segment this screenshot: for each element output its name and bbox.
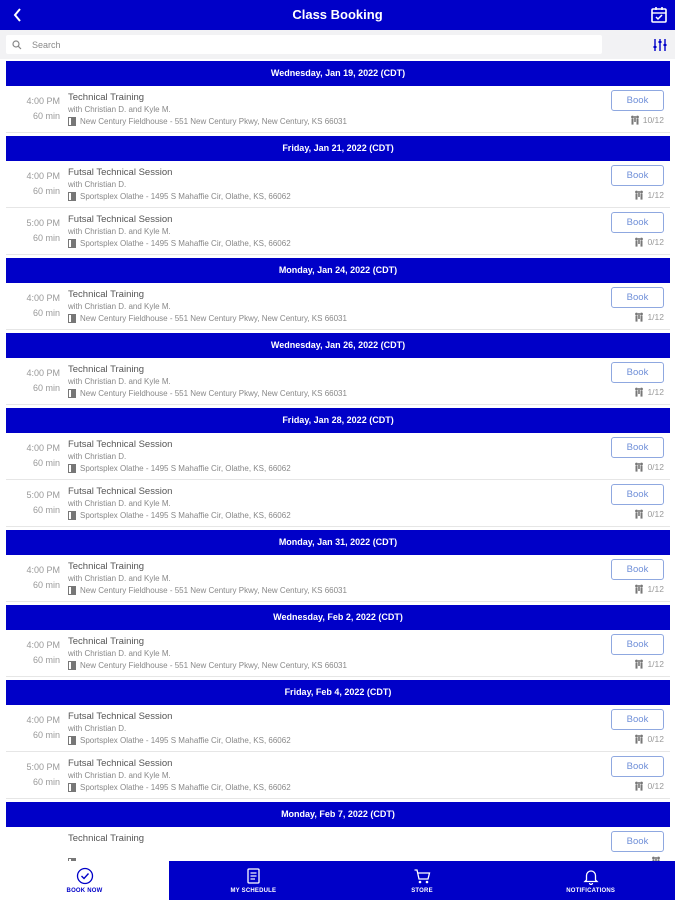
- capacity-text: 1/12: [647, 190, 664, 200]
- instructor-name: with Christian D. and Kyle M.: [68, 499, 171, 508]
- session-location: [68, 586, 347, 595]
- tab-my-schedule[interactable]: [169, 861, 338, 900]
- day-group: [6, 802, 670, 861]
- session-location: [68, 314, 347, 323]
- session-time: 5:00 PM: [26, 762, 60, 772]
- day-header: Friday, Feb 4, 2022 (CDT): [6, 680, 670, 705]
- class-name: Futsal Technical Session: [68, 167, 173, 178]
- class-name: Technical Training: [68, 92, 145, 103]
- capacity-text: 1/12: [647, 312, 664, 322]
- instructor-name: with Christian D. and Kyle M.: [68, 377, 171, 386]
- calendar-check-icon: [649, 5, 669, 25]
- session-time: 5:00 PM: [26, 218, 60, 228]
- search-bar: [0, 30, 675, 59]
- schedule-list-icon: [244, 867, 262, 885]
- location-text: New Century Fieldhouse - 551 New Century Pkwy, New Century, KS 66031: [80, 586, 347, 595]
- session-duration: 60 min: [32, 458, 60, 468]
- session-duration: 60 min: [32, 111, 60, 121]
- class-session-row[interactable]: [6, 283, 670, 330]
- book-button[interactable]: Book: [611, 559, 664, 580]
- session-location: [68, 511, 291, 520]
- book-button[interactable]: Book: [611, 709, 664, 730]
- attendees-icon: [634, 190, 644, 200]
- class-name: Technical Training: [68, 833, 145, 844]
- session-duration: 60 min: [32, 655, 60, 665]
- session-duration: 60 min: [32, 186, 60, 196]
- class-session-row[interactable]: [6, 827, 670, 861]
- day-header: Monday, Feb 7, 2022 (CDT): [6, 802, 670, 827]
- attendees-icon: [634, 509, 644, 519]
- capacity-indicator: [634, 462, 664, 472]
- capacity-text: 1/12: [647, 659, 664, 669]
- day-group: [6, 61, 670, 133]
- session-location: [68, 464, 291, 473]
- session-duration: 60 min: [32, 505, 60, 515]
- book-button[interactable]: Book: [611, 634, 664, 655]
- session-location: [68, 239, 291, 248]
- class-session-row[interactable]: [6, 480, 670, 527]
- session-time: 4:00 PM: [26, 565, 60, 575]
- session-duration: 60 min: [32, 580, 60, 590]
- door-icon: [68, 511, 76, 520]
- instructor-name: with Christian D. and Kyle M.: [68, 302, 171, 311]
- door-icon: [68, 314, 76, 323]
- session-location: [68, 783, 291, 792]
- book-button[interactable]: Book: [611, 212, 664, 233]
- session-location: [68, 192, 291, 201]
- door-icon: [68, 661, 76, 670]
- class-name: Futsal Technical Session: [68, 439, 173, 450]
- session-location: [68, 661, 347, 670]
- door-icon: [68, 464, 76, 473]
- capacity-text: 0/12: [647, 734, 664, 744]
- location-text: New Century Fieldhouse - 551 New Century Pkwy, New Century, KS 66031: [80, 661, 347, 670]
- capacity-text: 0/12: [647, 781, 664, 791]
- capacity-text: 0/12: [647, 462, 664, 472]
- class-session-row[interactable]: [6, 161, 670, 208]
- location-text: Sportsplex Olathe - 1495 S Mahaffie Cir, Olathe, KS, 66062: [80, 239, 291, 248]
- day-group: [6, 333, 670, 405]
- attendees-icon: [634, 387, 644, 397]
- day-group: [6, 136, 670, 255]
- location-text: Sportsplex Olathe - 1495 S Mahaffie Cir, Olathe, KS, 66062: [80, 464, 291, 473]
- capacity-text: 0/12: [647, 509, 664, 519]
- door-icon: [68, 783, 76, 792]
- day-group: [6, 408, 670, 527]
- tab-label: STORE: [411, 888, 433, 894]
- tab-label: NOTIFICATIONS: [566, 888, 616, 894]
- door-icon: [68, 239, 76, 248]
- class-name: Technical Training: [68, 364, 145, 375]
- class-name: Technical Training: [68, 636, 145, 647]
- attendees-icon: [634, 659, 644, 669]
- class-name: Futsal Technical Session: [68, 711, 173, 722]
- capacity-indicator: [634, 734, 664, 744]
- calendar-button[interactable]: [649, 5, 669, 25]
- class-session-row[interactable]: [6, 208, 670, 255]
- class-name: Futsal Technical Session: [68, 214, 173, 225]
- day-header: Monday, Jan 24, 2022 (CDT): [6, 258, 670, 283]
- class-session-row[interactable]: [6, 752, 670, 799]
- instructor-name: with Christian D. and Kyle M.: [68, 649, 171, 658]
- session-time: 4:00 PM: [26, 293, 60, 303]
- capacity-indicator: [634, 584, 664, 594]
- door-icon: [68, 389, 76, 398]
- capacity-indicator: [634, 387, 664, 397]
- day-group: [6, 605, 670, 677]
- day-header: Friday, Jan 21, 2022 (CDT): [6, 136, 670, 161]
- book-button[interactable]: Book: [611, 165, 664, 186]
- instructor-name: with Christian D. and Kyle M.: [68, 574, 171, 583]
- book-button[interactable]: Book: [611, 756, 664, 777]
- tab-label: BOOK NOW: [66, 888, 103, 894]
- capacity-indicator: [634, 509, 664, 519]
- capacity-indicator: [634, 312, 664, 322]
- session-time: 4:00 PM: [26, 715, 60, 725]
- sliders-icon: [651, 36, 669, 54]
- day-header: Monday, Jan 31, 2022 (CDT): [6, 530, 670, 555]
- capacity-indicator: [630, 115, 664, 125]
- location-text: Sportsplex Olathe - 1495 S Mahaffie Cir, Olathe, KS, 66062: [80, 736, 291, 745]
- book-button[interactable]: Book: [611, 831, 664, 852]
- attendees-icon: [634, 237, 644, 247]
- attendees-icon: [630, 115, 640, 125]
- attendees-icon: [634, 312, 644, 322]
- class-name: Futsal Technical Session: [68, 486, 173, 497]
- capacity-indicator: [634, 781, 664, 791]
- capacity-text: 0/12: [647, 237, 664, 247]
- capacity-indicator: [634, 237, 664, 247]
- session-location: [68, 736, 291, 745]
- attendees-icon: [634, 781, 644, 791]
- capacity-text: 10/12: [642, 115, 664, 125]
- page-title: Class Booking: [292, 7, 383, 22]
- instructor-name: with Christian D. and Kyle M.: [68, 227, 171, 236]
- instructor-name: with Christian D.: [68, 180, 127, 189]
- session-time: 4:00 PM: [26, 96, 60, 106]
- instructor-name: with Christian D. and Kyle M.: [68, 771, 171, 780]
- session-duration: 60 min: [32, 308, 60, 318]
- class-session-row[interactable]: [6, 555, 670, 602]
- book-button[interactable]: Book: [611, 287, 664, 308]
- session-time: 4:00 PM: [26, 443, 60, 453]
- tab-notifications[interactable]: [506, 861, 675, 900]
- session-time: 5:00 PM: [26, 490, 60, 500]
- capacity-text: 1/12: [647, 387, 664, 397]
- attendees-icon: [634, 584, 644, 594]
- session-duration: 60 min: [32, 233, 60, 243]
- door-icon: [68, 192, 76, 201]
- session-duration: 60 min: [32, 730, 60, 740]
- tab-store[interactable]: [338, 861, 507, 900]
- class-session-row[interactable]: [6, 630, 670, 677]
- class-name: Technical Training: [68, 561, 145, 572]
- capacity-indicator: [634, 659, 664, 669]
- attendees-icon: [634, 462, 644, 472]
- location-text: Sportsplex Olathe - 1495 S Mahaffie Cir, Olathe, KS, 66062: [80, 783, 291, 792]
- session-time: 4:00 PM: [26, 640, 60, 650]
- instructor-name: with Christian D. and Kyle M.: [68, 105, 171, 114]
- class-list[interactable]: [6, 61, 670, 861]
- class-session-row[interactable]: [6, 705, 670, 752]
- session-duration: 60 min: [32, 777, 60, 787]
- class-session-row[interactable]: [6, 358, 670, 405]
- check-circle-icon: [76, 867, 94, 885]
- day-header: Wednesday, Feb 2, 2022 (CDT): [6, 605, 670, 630]
- session-duration: 60 min: [32, 383, 60, 393]
- class-name: Futsal Technical Session: [68, 758, 173, 769]
- filter-button[interactable]: [651, 36, 669, 54]
- book-button[interactable]: Book: [611, 484, 664, 505]
- capacity-text: 1/12: [647, 584, 664, 594]
- door-icon: [68, 586, 76, 595]
- day-group: [6, 680, 670, 799]
- day-header: Friday, Jan 28, 2022 (CDT): [6, 408, 670, 433]
- door-icon: [68, 117, 76, 126]
- location-text: Sportsplex Olathe - 1495 S Mahaffie Cir, Olathe, KS, 66062: [80, 192, 291, 201]
- cart-icon: [413, 867, 431, 885]
- location-text: New Century Fieldhouse - 551 New Century Pkwy, New Century, KS 66031: [80, 117, 347, 126]
- day-group: [6, 530, 670, 602]
- session-time: 4:00 PM: [26, 171, 60, 181]
- location-text: Sportsplex Olathe - 1495 S Mahaffie Cir, Olathe, KS, 66062: [80, 511, 291, 520]
- session-time: 4:00 PM: [26, 368, 60, 378]
- search-field[interactable]: [6, 35, 602, 54]
- session-location: [68, 117, 347, 126]
- search-icon: [12, 38, 26, 52]
- day-header: Wednesday, Jan 26, 2022 (CDT): [6, 333, 670, 358]
- capacity-indicator: [634, 190, 664, 200]
- attendees-icon: [634, 734, 644, 744]
- instructor-name: with Christian D.: [68, 452, 127, 461]
- class-session-row[interactable]: [6, 433, 670, 480]
- bell-icon: [582, 867, 600, 885]
- door-icon: [68, 736, 76, 745]
- top-bar: [0, 0, 675, 30]
- search-input[interactable]: [32, 40, 572, 50]
- instructor-name: with Christian D.: [68, 724, 127, 733]
- tab-label: MY SCHEDULE: [230, 888, 277, 894]
- session-location: [68, 389, 347, 398]
- day-group: [6, 258, 670, 330]
- location-text: New Century Fieldhouse - 551 New Century Pkwy, New Century, KS 66031: [80, 389, 347, 398]
- class-session-row[interactable]: [6, 86, 670, 133]
- location-text: New Century Fieldhouse - 551 New Century Pkwy, New Century, KS 66031: [80, 314, 347, 323]
- book-button[interactable]: Book: [611, 90, 664, 111]
- tab-book-now[interactable]: [0, 861, 169, 900]
- day-header: Wednesday, Jan 19, 2022 (CDT): [6, 61, 670, 86]
- bottom-tab-bar: [0, 861, 675, 900]
- book-button[interactable]: Book: [611, 437, 664, 458]
- class-name: Technical Training: [68, 289, 145, 300]
- book-button[interactable]: Book: [611, 362, 664, 383]
